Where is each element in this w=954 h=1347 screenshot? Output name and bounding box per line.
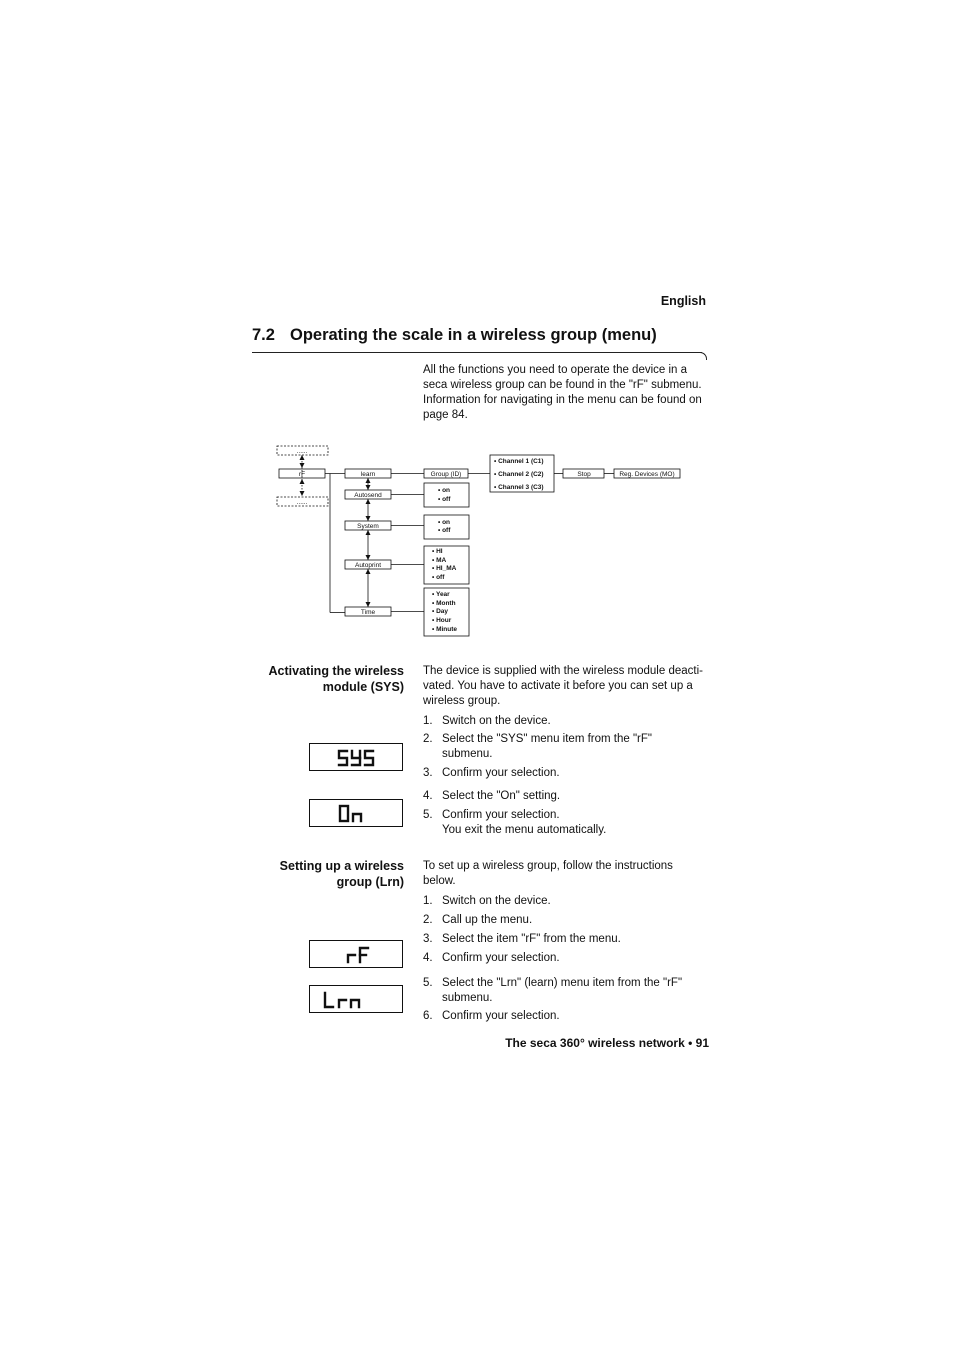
menu-diagram: [0, 0, 954, 660]
display-rf: [309, 940, 403, 968]
step-number: 3.: [423, 933, 433, 945]
diagram-option: • HI: [432, 548, 443, 555]
step-text: Select the "SYS" menu item from the "rF": [442, 733, 652, 745]
activating-paragraph: [423, 664, 713, 709]
diagram-option: • Day: [432, 608, 449, 615]
display-sys: [309, 743, 403, 771]
step-text: You exit the menu automatically.: [442, 824, 607, 836]
diagram-menu-item: Autoprint: [354, 562, 382, 569]
setting-up-paragraph: [423, 859, 713, 889]
step-text: Select the item "rF" from the menu.: [442, 933, 621, 945]
step-text: Switch on the device.: [442, 895, 551, 907]
step-text: Select the "Lrn" (learn) menu item from the "rF": [442, 977, 683, 989]
display-on-segments: [310, 800, 404, 828]
diagram-option: • off: [438, 527, 451, 534]
activating-step: [423, 808, 713, 838]
diagram-menu-item: learn: [360, 471, 376, 478]
activating-step: [423, 732, 713, 762]
step-text: Confirm your selection.: [442, 952, 560, 964]
diagram-option: • on: [438, 487, 451, 494]
setting-up-heading-line: group (Lrn): [336, 875, 404, 889]
step-text: Call up the menu.: [442, 914, 533, 926]
language-label: English: [660, 294, 706, 308]
activating-heading: [204, 663, 404, 695]
diagram-option: • HI_MA: [432, 565, 457, 572]
diagram-option: • Month: [432, 600, 456, 607]
step-text: submenu.: [442, 748, 493, 760]
setting-up-line: To set up a wireless group, follow the instructions: [423, 860, 673, 872]
activating-step: [423, 766, 713, 781]
setting-up-heading-line: Setting up a wireless: [279, 859, 404, 873]
diagram-option: • Hour: [432, 617, 452, 624]
section-number: 7.2: [252, 326, 275, 344]
setting-up-step: [423, 1009, 713, 1024]
step-text: submenu.: [442, 992, 493, 1004]
diagram-menu-item: Time: [360, 609, 376, 616]
setting-up-line: below.: [423, 875, 456, 887]
step-text: Confirm your selection.: [442, 809, 560, 821]
dotted-label-bottom: ......: [296, 499, 308, 506]
diagram-option: • Minute: [432, 626, 458, 633]
diagram-option: • on: [438, 519, 451, 526]
activating-heading-line: module (SYS): [322, 680, 404, 694]
setting-up-step: [423, 951, 713, 966]
step-number: 2.: [423, 914, 433, 926]
setting-up-step: [423, 976, 713, 1006]
intro-line: Information for navigating in the menu can be found on: [423, 394, 702, 406]
diagram-option: • Year: [432, 591, 450, 598]
diagram-option: • MA: [432, 557, 447, 564]
step-number: 5.: [423, 809, 433, 821]
activating-heading-line: Activating the wireless: [268, 664, 404, 678]
step-number: 5.: [423, 977, 433, 989]
step-number: 1.: [423, 895, 433, 907]
step-text: Confirm your selection.: [442, 767, 560, 779]
activating-step: [423, 789, 713, 804]
diagram-menu-item: Autosend: [354, 492, 382, 499]
intro-line: All the functions you need to operate the device in a: [423, 364, 688, 376]
dotted-label-top: ......: [296, 448, 308, 455]
display-on: [309, 799, 403, 827]
step-number: 2.: [423, 733, 433, 745]
activating-step: [423, 714, 713, 729]
step-number: 1.: [423, 715, 433, 727]
step-text: Switch on the device.: [442, 715, 551, 727]
page-footer: The seca 360° wireless network • 91: [505, 1036, 709, 1050]
setting-up-step: [423, 913, 713, 928]
diagram-stop-label: Stop: [577, 471, 591, 478]
diagram-option: • off: [438, 496, 451, 503]
intro-line: seca wireless group can be found in the "rF" submenu.: [423, 379, 702, 391]
diagram-reg-devices-label: Reg. Devices (MO): [619, 471, 675, 478]
diagram-option: • off: [432, 574, 445, 581]
diagram-group-label: Group (ID): [430, 471, 462, 478]
setting-up-step: [423, 894, 713, 909]
step-number: 6.: [423, 1010, 433, 1022]
setting-up-heading: [204, 858, 404, 890]
step-text: Select the "On" setting.: [442, 790, 561, 802]
step-number: 4.: [423, 790, 433, 802]
activating-line: The device is supplied with the wireless module deacti-: [423, 665, 703, 677]
diagram-channel: • Channel 3 (C3): [494, 484, 544, 491]
display-rf-segments: [310, 941, 404, 969]
diagram-menu-item: System: [357, 523, 379, 530]
step-number: 4.: [423, 952, 433, 964]
display-lrn: [309, 985, 403, 1013]
activating-line: wireless group.: [423, 695, 501, 707]
setting-up-step: [423, 932, 713, 947]
display-lrn-segments: [310, 986, 404, 1014]
intro-line: page 84.: [423, 409, 468, 421]
section-title-text: Operating the scale in a wireless group (menu): [290, 326, 657, 344]
activating-line: vated. You have to activate it before you can set up a: [423, 680, 693, 692]
step-text: Confirm your selection.: [442, 1010, 560, 1022]
diagram-channel: • Channel 2 (C2): [494, 471, 544, 478]
step-number: 3.: [423, 767, 433, 779]
diagram-rf-label: rF: [298, 471, 306, 478]
display-sys-segments: [310, 744, 404, 772]
diagram-channel: • Channel 1 (C1): [494, 458, 544, 465]
